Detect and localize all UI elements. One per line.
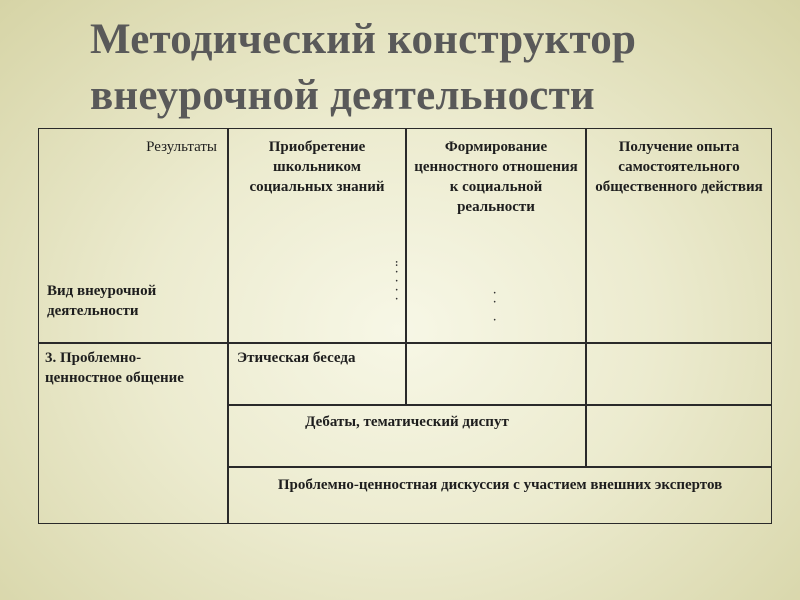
cell-level1-text: Этическая беседа — [237, 350, 356, 366]
cell-level3 — [228, 467, 772, 524]
cell-level2 — [228, 405, 586, 467]
cell-empty — [586, 343, 772, 405]
results-label: Результаты — [146, 139, 217, 155]
cell-level3-text: Проблемно-ценностная дискуссия с участием внешних экспертов — [277, 477, 723, 493]
dotted-mark: · · · — [493, 288, 497, 326]
header-value-attitude — [406, 128, 586, 343]
slide-title — [90, 12, 780, 124]
table-corner-cell — [38, 128, 228, 343]
header-public-action — [586, 128, 772, 343]
slide-title-line-1: Методический конструктор — [90, 16, 637, 63]
row-label-text: 3. Проблемно-ценностное общение — [45, 350, 184, 386]
slide-title-line-2: внеурочной деятельности — [90, 72, 595, 119]
header-social-knowledge-text: Приобретение школьником социальных знаний — [249, 139, 385, 195]
constructor-table — [38, 128, 772, 524]
dotted-mark: : · · · · — [395, 258, 399, 305]
cell-level1 — [228, 343, 406, 405]
activity-kind-label: Вид внеурочной деятельности — [47, 283, 157, 319]
cell-empty — [586, 405, 772, 467]
header-social-knowledge — [228, 128, 406, 343]
header-public-action-text: Получение опыта самостоятельного общественного действия — [595, 139, 763, 195]
cell-level2-text: Дебаты, тематический диспут — [305, 414, 509, 430]
cell-empty — [406, 343, 586, 405]
header-value-attitude-text: Формирование ценностного отношения к социальной реальности — [414, 139, 578, 215]
row-label-cell — [38, 343, 228, 524]
